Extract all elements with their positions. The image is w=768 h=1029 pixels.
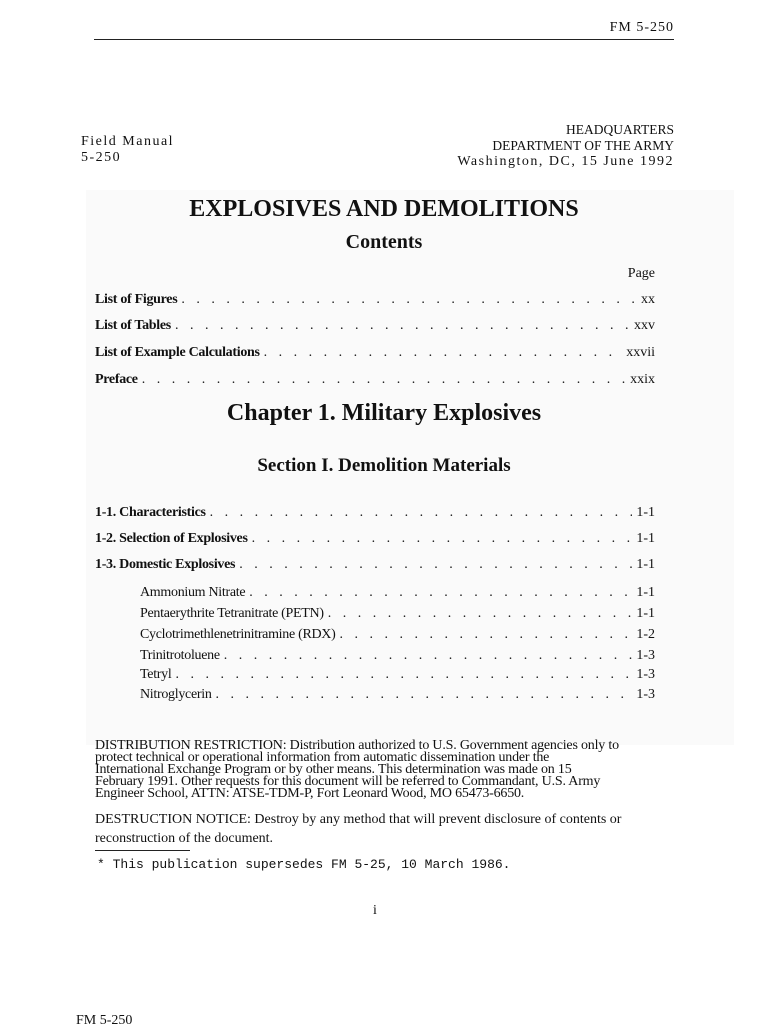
toc-entry-label: Tetryl xyxy=(140,667,172,682)
publication-date: Washington, DC, 15 June 1992 xyxy=(457,154,674,169)
toc-entry-label: 1-2. Selection of Explosives xyxy=(95,531,248,546)
toc-entry-page: 1-1 xyxy=(636,505,655,520)
toc-entry-page: xxv xyxy=(634,318,655,333)
dot-leader xyxy=(216,687,633,703)
toc-entry-label: Trinitrotoluene xyxy=(140,648,220,663)
toc-entry-characteristics[interactable] xyxy=(95,505,655,521)
toc-entry-label: Preface xyxy=(95,372,138,387)
toc-entry-label: Nitroglycerin xyxy=(140,687,212,702)
toc-entry-page: 1-1 xyxy=(636,606,655,621)
dot-leader xyxy=(210,505,633,521)
running-head: FM 5-250 xyxy=(609,20,674,35)
department-label: DEPARTMENT OF THE ARMY xyxy=(492,138,674,153)
toc-subentry-trinitrotoluene[interactable] xyxy=(140,648,655,664)
bottom-running-head: FM 5-250 xyxy=(76,1013,133,1028)
toc-subentry-tetryl[interactable] xyxy=(140,667,655,683)
toc-entry-page: xxix xyxy=(630,372,655,387)
distribution-restriction xyxy=(95,740,680,800)
distribution-line: DISTRIBUTION RESTRICTION: Distribution authorized to U.S. Government agencies only to xyxy=(95,738,619,753)
toc-entry-label: 1-1. Characteristics xyxy=(95,505,206,520)
toc-entry-page: 1-3 xyxy=(636,648,655,663)
header-rule xyxy=(94,39,674,40)
dot-leader xyxy=(264,345,623,361)
distribution-line: protect technical or operational information from automatic dissemination under the xyxy=(95,750,550,765)
toc-subentry-nitroglycerin[interactable] xyxy=(140,687,655,703)
toc-entry-selection-of-explosives[interactable] xyxy=(95,531,655,547)
toc-subentry-rdx[interactable] xyxy=(140,627,655,643)
toc-entry-label: 1-3. Domestic Explosives xyxy=(95,557,236,572)
headquarters-block xyxy=(457,122,674,170)
document-title: EXPLOSIVES AND DEMOLITIONS xyxy=(189,196,579,222)
dot-leader xyxy=(142,372,626,388)
toc-entry-label: List of Figures xyxy=(95,292,178,307)
toc-entry-label: List of Example Calculations xyxy=(95,345,260,360)
distribution-line: Engineer School, ATTN: ATSE-TDM-P, Fort Leonard Wood, MO 65473-6650. xyxy=(95,786,525,801)
toc-entry-list-of-figures[interactable] xyxy=(95,292,655,308)
destruction-notice xyxy=(95,810,680,848)
toc-entry-page: 1-1 xyxy=(636,531,655,546)
section-heading: Section I. Demolition Materials xyxy=(257,455,511,476)
distribution-line: International Exchange Program or by other means. This determination was made on 15 xyxy=(95,762,572,777)
toc-entry-label: Ammonium Nitrate xyxy=(140,585,246,600)
toc-entry-page: xxvii xyxy=(626,345,655,360)
destruction-line: DESTRUCTION NOTICE: Destroy by any method that will prevent disclosure of contents or xyxy=(95,812,622,827)
toc-entry-page: 1-3 xyxy=(636,667,655,682)
chapter-heading: Chapter 1. Military Explosives xyxy=(226,400,542,426)
toc-entry-page: 1-3 xyxy=(636,687,655,702)
headquarters-label: HEADQUARTERS xyxy=(566,122,674,137)
dot-leader xyxy=(328,606,633,622)
field-manual-label: Field Manual xyxy=(81,134,175,149)
page-number: i xyxy=(373,903,377,918)
dot-leader xyxy=(239,557,632,573)
distribution-line: February 1991. Other requests for this document will be referred to Commandant, U.S. Army xyxy=(95,774,601,789)
toc-entry-label: Pentaerythrite Tetranitrate (PETN) xyxy=(140,606,324,621)
contents-heading: Contents xyxy=(345,231,423,253)
toc-entry-page: xx xyxy=(641,292,655,307)
field-manual-block xyxy=(81,134,174,166)
dot-leader xyxy=(181,292,637,308)
toc-entry-page: 1-2 xyxy=(636,627,655,642)
toc-entry-label: Cyclotrimethlenetrinitramine (RDX) xyxy=(140,627,336,642)
destruction-line: reconstruction of the document. xyxy=(95,831,274,846)
dot-leader xyxy=(339,627,632,643)
toc-entry-page: 1-1 xyxy=(636,585,655,600)
toc-entry-label: List of Tables xyxy=(95,318,171,333)
toc-subentry-ammonium-nitrate[interactable] xyxy=(140,585,655,601)
supersedes-footnote: * This publication supersedes FM 5-25, 10 March 1986. xyxy=(97,857,511,872)
field-manual-number: 5-250 xyxy=(81,150,122,165)
toc-subentry-petn[interactable] xyxy=(140,606,655,622)
toc-entry-domestic-explosives[interactable] xyxy=(95,557,655,573)
page-column-label: Page xyxy=(627,266,655,281)
toc-entry-list-of-example-calculations[interactable] xyxy=(95,345,655,361)
toc-entry-list-of-tables[interactable] xyxy=(95,318,655,334)
toc-entry-page: 1-1 xyxy=(636,557,655,572)
dot-leader xyxy=(175,318,630,334)
dot-leader xyxy=(252,531,633,547)
dot-leader xyxy=(175,667,632,683)
dot-leader xyxy=(224,648,633,664)
dot-leader xyxy=(249,585,632,601)
footnote-rule xyxy=(95,850,190,851)
toc-entry-preface[interactable] xyxy=(95,372,655,388)
